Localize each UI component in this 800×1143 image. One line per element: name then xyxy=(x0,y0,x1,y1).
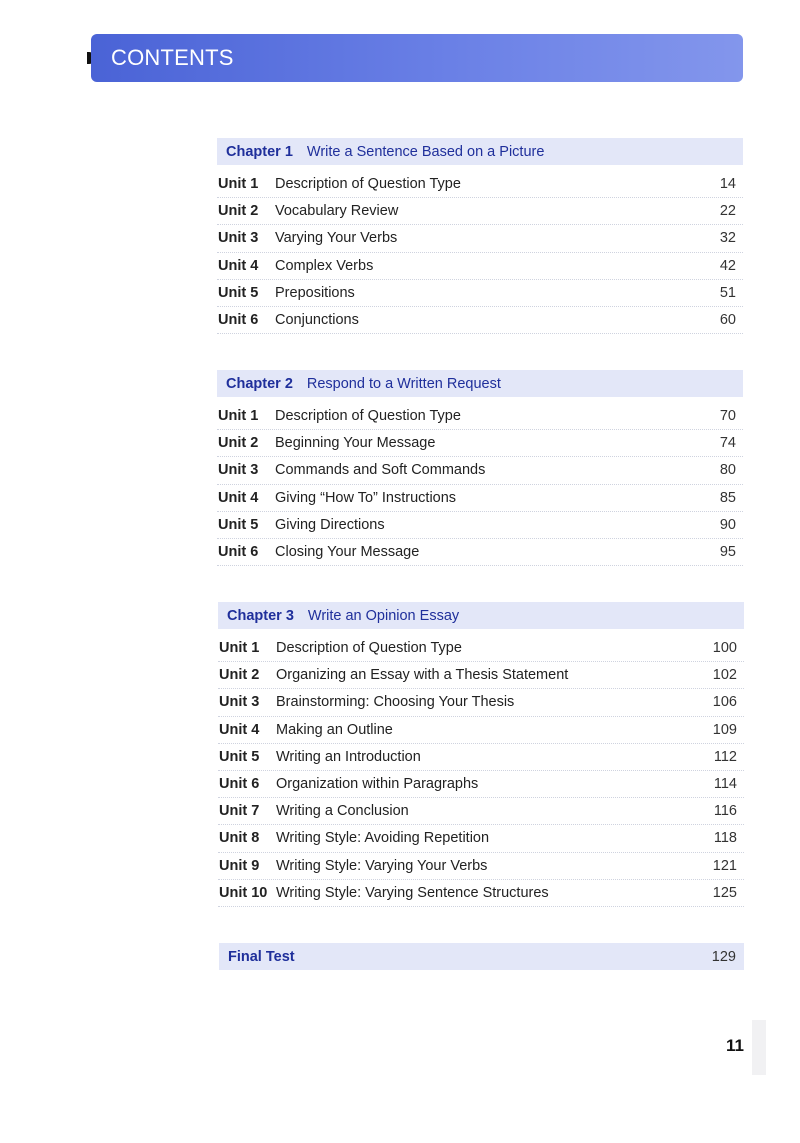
unit-page: 14 xyxy=(719,176,736,193)
unit-title: Giving “How To” Instructions xyxy=(275,489,457,506)
unit-page: 70 xyxy=(719,408,736,425)
unit-page: 112 xyxy=(713,748,737,765)
unit-row[interactable] xyxy=(217,403,743,430)
unit-row[interactable] xyxy=(218,853,744,880)
unit-number: Unit 2 xyxy=(218,203,259,220)
unit-number: Unit 2 xyxy=(218,435,259,452)
unit-number: Unit 7 xyxy=(219,803,260,820)
unit-row[interactable] xyxy=(218,825,744,852)
unit-page: 125 xyxy=(712,884,737,901)
unit-number: Unit 4 xyxy=(218,489,259,506)
unit-row[interactable] xyxy=(218,880,744,907)
unit-number: Unit 3 xyxy=(219,694,260,711)
unit-title: Prepositions xyxy=(275,284,355,301)
unit-row[interactable] xyxy=(217,512,743,539)
unit-row[interactable] xyxy=(217,485,743,512)
page-title: CONTENTS xyxy=(111,45,234,70)
unit-title: Description of Question Type xyxy=(275,408,461,425)
chapter-1-section xyxy=(217,138,743,334)
final-test-label: Final Test xyxy=(228,948,295,965)
unit-title: Description of Question Type xyxy=(276,640,462,657)
unit-number: Unit 5 xyxy=(218,284,259,301)
unit-title: Conjunctions xyxy=(275,312,359,329)
unit-page: 80 xyxy=(719,462,736,479)
unit-row[interactable] xyxy=(218,689,744,716)
unit-page: 74 xyxy=(719,435,736,452)
unit-row[interactable] xyxy=(217,171,743,198)
chapter-3-section xyxy=(218,602,744,907)
unit-number: Unit 4 xyxy=(218,257,259,274)
unit-page: 121 xyxy=(712,857,737,874)
unit-title: Vocabulary Review xyxy=(275,203,399,220)
unit-page: 22 xyxy=(719,203,736,220)
unit-page: 60 xyxy=(719,312,736,329)
unit-page: 85 xyxy=(719,489,736,506)
unit-row[interactable] xyxy=(218,798,744,825)
unit-row[interactable] xyxy=(217,253,743,280)
unit-page: 109 xyxy=(712,721,737,738)
unit-number: Unit 1 xyxy=(218,408,259,425)
contents-banner xyxy=(91,34,743,82)
unit-row[interactable] xyxy=(217,539,743,566)
unit-title: Description of Question Type xyxy=(275,176,461,193)
chapter-header xyxy=(217,138,743,165)
unit-page: 102 xyxy=(712,667,737,684)
unit-page: 116 xyxy=(713,803,737,820)
unit-row[interactable] xyxy=(217,430,743,457)
unit-title: Closing Your Message xyxy=(275,544,420,561)
unit-title: Varying Your Verbs xyxy=(275,230,398,247)
unit-row[interactable] xyxy=(218,717,744,744)
unit-row[interactable] xyxy=(217,225,743,252)
chapter-title: Write an Opinion Essay xyxy=(307,607,460,624)
unit-row[interactable] xyxy=(217,280,743,307)
unit-page: 118 xyxy=(713,830,737,847)
chapter-header xyxy=(218,602,744,629)
unit-list xyxy=(218,635,744,907)
unit-number: Unit 1 xyxy=(219,640,260,657)
page-edge-tab xyxy=(752,1020,766,1075)
unit-title: Brainstorming: Choosing Your Thesis xyxy=(276,694,515,711)
unit-title: Writing Style: Avoiding Repetition xyxy=(276,830,490,847)
unit-title: Organizing an Essay with a Thesis Statement xyxy=(276,667,569,684)
chapter-title: Write a Sentence Based on a Picture xyxy=(306,143,545,160)
unit-number: Unit 6 xyxy=(218,544,259,561)
unit-number: Unit 8 xyxy=(219,830,260,847)
unit-number: Unit 1 xyxy=(218,176,259,193)
unit-page: 51 xyxy=(719,284,736,301)
unit-title: Beginning Your Message xyxy=(275,435,436,452)
unit-page: 90 xyxy=(719,516,736,533)
unit-row[interactable] xyxy=(217,307,743,334)
unit-title: Writing Style: Varying Your Verbs xyxy=(276,857,488,874)
chapter-header xyxy=(217,370,743,397)
unit-title: Writing Style: Varying Sentence Structures xyxy=(276,884,549,901)
final-test-row[interactable] xyxy=(219,943,744,970)
chapter-2-section xyxy=(217,370,743,566)
unit-number: Unit 5 xyxy=(218,516,259,533)
unit-list xyxy=(217,403,743,566)
page-number: 11 xyxy=(726,1036,744,1055)
unit-row[interactable] xyxy=(218,771,744,798)
unit-title: Complex Verbs xyxy=(275,257,374,274)
unit-number: Unit 4 xyxy=(219,721,260,738)
unit-number: Unit 6 xyxy=(219,776,260,793)
unit-title: Making an Outline xyxy=(276,721,393,738)
chapter-number: Chapter 2 xyxy=(226,375,293,392)
unit-row[interactable] xyxy=(218,635,744,662)
unit-page: 106 xyxy=(712,694,737,711)
unit-row[interactable] xyxy=(217,457,743,484)
final-test-page: 129 xyxy=(711,948,736,965)
unit-page: 100 xyxy=(712,640,737,657)
unit-page: 32 xyxy=(719,230,736,247)
unit-row[interactable] xyxy=(218,662,744,689)
chapter-title: Respond to a Written Request xyxy=(306,375,501,392)
unit-page: 42 xyxy=(719,257,736,274)
unit-number: Unit 6 xyxy=(218,312,259,329)
unit-title: Commands and Soft Commands xyxy=(275,462,486,479)
unit-number: Unit 10 xyxy=(219,884,268,901)
unit-title: Writing a Conclusion xyxy=(276,803,409,820)
unit-number: Unit 9 xyxy=(219,857,260,874)
unit-list xyxy=(217,171,743,334)
unit-row[interactable] xyxy=(217,198,743,225)
unit-page: 114 xyxy=(713,776,737,793)
unit-title: Writing an Introduction xyxy=(276,748,421,765)
unit-title: Giving Directions xyxy=(275,516,385,533)
chapter-number: Chapter 3 xyxy=(227,607,294,624)
unit-number: Unit 2 xyxy=(219,667,260,684)
unit-number: Unit 3 xyxy=(218,462,259,479)
unit-number: Unit 3 xyxy=(218,230,259,247)
unit-page: 95 xyxy=(719,544,736,561)
chapter-number: Chapter 1 xyxy=(226,143,293,160)
unit-title: Organization within Paragraphs xyxy=(276,776,479,793)
unit-number: Unit 5 xyxy=(219,748,260,765)
unit-row[interactable] xyxy=(218,744,744,771)
